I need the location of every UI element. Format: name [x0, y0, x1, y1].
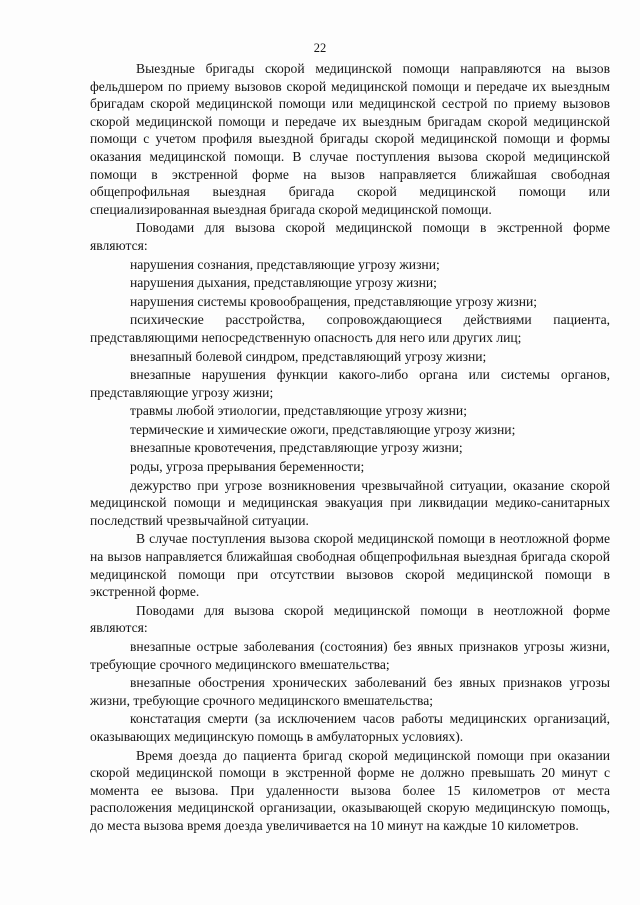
- paragraph: В случае поступления вызова скорой медицинской помощи в неотложной форме на вызов направляется ближайшая свободная общепрофильная выездная бригада скорой медицинской помощи при отсутствии вызовов скорой медицинской помощи в экстренной форме.: [90, 531, 610, 600]
- list-item: внезапные обострения хронических заболеваний без явных признаков угрозы жизни, требующие срочного медицинского вмешательства;: [90, 675, 610, 708]
- paragraph: Время доезда до пациента бригад скорой медицинской помощи при оказании скорой медицинской помощи в экстренной форме не должно превышать 20 минут с момента ее вызова. При удаленности вызова более 15 километров от места расположения медицинской организации, оказывающей скорую медицинскую помощь, до места вызова время доезда увеличивается на 10 минут на каждые 10 километров.: [90, 747, 610, 833]
- paragraph: Поводами для вызова скорой медицинской помощи в экстренной форме являются:: [90, 220, 610, 253]
- list-item: внезапный болевой синдром, представляющий угрозу жизни;: [130, 348, 487, 364]
- paragraph: Выездные бригады скорой медицинской помощи направляются на вызов фельдшером по приему вызовов скорой медицинской помощи и передаче их выездным бригадам скорой медицинской помощи или медицинской сестрой по приему вызовов скорой медицинской помощи и передаче их выездным бригадам скорой медицинской помощи с учетом профиля выездной бригады скорой медицинской помощи и формы оказания медицинской помощи. В случае поступления вызова скорой медицинской помощи в экстренной форме на вызов направляется ближайшая свободная общепрофильная выездная бригада скорой медицинской помощи или специализированная выездная бригада скорой медицинской помощи.: [90, 61, 610, 217]
- list-item: нарушения системы кровообращения, представляющие угрозу жизни;: [130, 293, 538, 309]
- list-item: внезапные кровотечения, представляющие угрозу жизни;: [130, 440, 463, 456]
- list-item: внезапные нарушения функции какого-либо органа или системы органов, представляющие угрозу жизни;: [90, 367, 610, 400]
- list-item: дежурство при угрозе возникновения чрезвычайной ситуации, оказание скорой медицинской помощи и медицинская эвакуация при ликвидации медико-санитарных последствий чрезвычайной ситуации.: [90, 477, 610, 528]
- list-item: нарушения дыхания, представляющие угрозу жизни;: [130, 275, 437, 291]
- list-item: роды, угроза прерывания беременности;: [130, 459, 365, 475]
- list-item: травмы любой этиологии, представляющие угрозу жизни;: [130, 403, 467, 419]
- list-item: внезапные острые заболевания (состояния) без явных признаков угрозы жизни, требующие срочного медицинского вмешательства;: [90, 639, 610, 672]
- paragraph: Поводами для вызова скорой медицинской помощи в неотложной форме являются:: [90, 602, 610, 636]
- list-item: психические расстройства, сопровождающиеся действиями пациента, представляющими непосредственную опасность для него или других лиц;: [90, 312, 610, 345]
- list-item: констатация смерти (за исключением часов работы медицинских организаций, оказывающих медицинскую помощь в амбулаторных условиях).: [90, 711, 610, 744]
- list-item: нарушения сознания, представляющие угрозу жизни;: [130, 256, 440, 272]
- page-number: 22: [313, 41, 327, 55]
- document-body: [90, 60, 610, 836]
- list-item: термические и химические ожоги, представляющие угрозу жизни;: [130, 421, 516, 437]
